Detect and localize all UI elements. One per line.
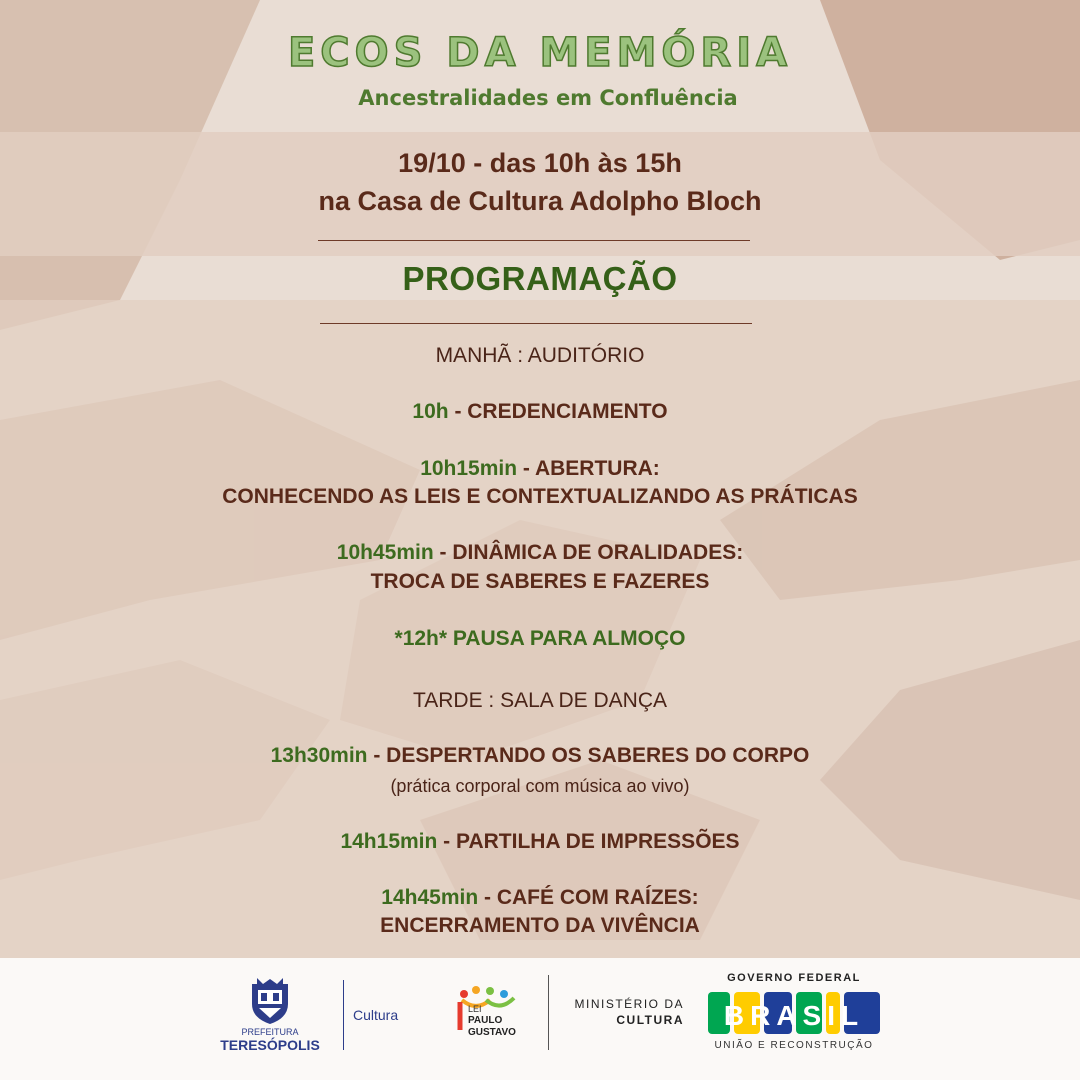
schedule-item-detail: TROCA DE SABERES E FAZERES [370,570,710,593]
brasil-label: BRASIL [723,1000,865,1031]
ministerio-cultura-label: CULTURA [616,1013,684,1027]
schedule-item-detail: CONHECENDO AS LEIS E CONTEXTUALIZANDO AS PRÁTICAS [222,485,858,508]
event-subtitle: Ancestralidades em Confluência [358,86,738,110]
footer-divider [343,980,344,1050]
event-date-time: 19/10 - das 10h às 15h [398,148,682,178]
teresopolis-label: TERESÓPOLIS [220,1037,320,1053]
ministerio-label: MINISTÉRIO DA [574,997,684,1011]
schedule-item: 14h45min - CAFÉ COM RAÍZES: [381,886,699,909]
uniao-reconstrucao-label: UNIÃO E RECONSTRUÇÃO [714,1040,874,1051]
governo-federal-label: GOVERNO FEDERAL [727,972,861,984]
divider-top [318,240,750,241]
lei-label: LEI [468,1004,482,1014]
lunch-break: *12h* PAUSA PARA ALMOÇO [394,627,686,650]
event-title: ECOS DA MEMÓRIA [287,30,793,76]
paulo-label: PAULO [468,1015,503,1026]
sponsor-footer [0,958,1080,1080]
schedule-item: 10h45min - DINÂMICA DE ORALIDADES: [336,541,744,564]
teresopolis-crest-icon [249,978,291,1026]
afternoon-section-label: TARDE : SALA DE DANÇA [412,689,667,712]
morning-section-label: MANHÃ : AUDITÓRIO [435,344,645,367]
footer-divider [548,975,549,1050]
schedule-item-note: (prática corporal com música ao vivo) [390,776,690,796]
schedule-item-detail: ENCERRAMENTO DA VIVÊNCIA [380,914,700,937]
schedule-item: 13h30min - DESPERTANDO OS SABERES DO CORPO [270,744,810,767]
event-venue: na Casa de Cultura Adolpho Bloch [318,186,762,216]
cultura-label: Cultura [353,1007,399,1023]
divider-bottom [320,323,752,324]
program-title: PROGRAMAÇÃO [402,260,678,297]
gustavo-label: GUSTAVO [468,1027,516,1038]
schedule-item: 10h15min - ABERTURA: [420,457,660,480]
prefeitura-label: PREFEITURA [241,1027,299,1037]
schedule-item: 14h15min - PARTILHA DE IMPRESSÕES [340,830,740,853]
schedule-item: 10h - CREDENCIAMENTO [412,400,668,423]
